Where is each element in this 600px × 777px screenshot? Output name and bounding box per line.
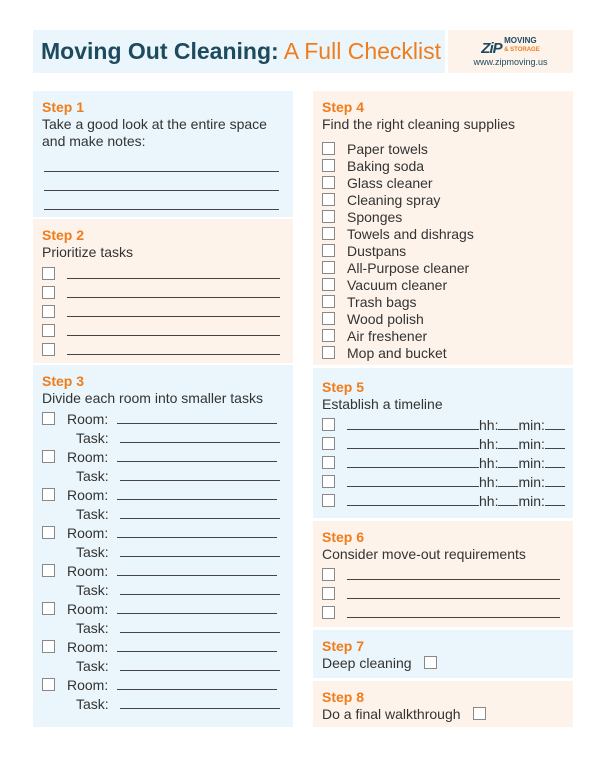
task-row [42,543,284,562]
checkbox[interactable] [42,286,55,299]
write-line[interactable] [67,285,280,298]
step-title: Step 7 [322,638,365,654]
checkbox[interactable] [42,488,55,501]
supply-item [322,328,564,345]
step-title: Step 4 [322,99,365,115]
checkbox[interactable] [322,456,335,469]
supply-item [322,141,564,158]
room-row [42,638,284,657]
task-label: Task: [76,620,109,636]
checkbox[interactable] [42,267,55,280]
step-text: Establish a timeline [322,396,443,412]
checkbox[interactable] [42,412,55,425]
room-label: Room: [67,525,109,541]
write-line[interactable] [117,411,277,424]
checkbox[interactable] [322,329,335,342]
step-7 [313,630,573,678]
write-line[interactable] [347,567,560,580]
checkbox[interactable] [322,587,335,600]
task-row [42,303,284,322]
write-line[interactable] [117,639,277,652]
task-row [42,265,284,284]
timeline-row [322,435,564,454]
room-label: Room: [67,639,109,655]
task-label: Task: [76,506,109,522]
write-line[interactable] [120,544,280,557]
write-line[interactable] [120,582,280,595]
supply-item [322,345,564,362]
min-label: min: [518,493,545,509]
task-row [42,619,284,638]
supply-item [322,226,564,243]
write-line[interactable] [67,266,280,279]
supply-label: Glass cleaner [347,175,433,191]
write-line[interactable] [347,493,479,506]
supply-item [322,277,564,294]
write-line[interactable] [67,342,280,355]
hh-label: hh: [479,436,499,452]
notes-line[interactable] [44,197,279,210]
supply-label: Vacuum cleaner [347,277,448,293]
supply-item [322,311,564,328]
room-label: Room: [67,563,109,579]
logo-moving: MOVING [504,36,537,45]
supply-label: Air freshener [347,328,428,344]
write-line[interactable] [117,601,277,614]
checkbox[interactable] [42,564,55,577]
task-label: Task: [76,582,109,598]
hh-label: hh: [479,474,499,490]
checkbox[interactable] [322,278,335,291]
task-label: Task: [76,696,109,712]
write-line[interactable] [545,417,565,430]
room-row [42,486,284,505]
supply-label: Wood polish [347,311,424,327]
step-title: Step 6 [322,529,365,545]
write-line[interactable] [120,506,280,519]
checkbox[interactable] [322,227,335,240]
task-label: Task: [76,430,109,446]
step-2 [33,219,293,363]
step-text: Do a final walkthrough [322,706,461,722]
timeline-row [322,454,564,473]
supply-label: Cleaning spray [347,192,441,208]
checkbox[interactable] [322,475,335,488]
supply-item [322,209,564,226]
logo-url: www.zipmoving.us [473,57,548,67]
checkbox[interactable] [322,193,335,206]
write-line[interactable] [67,304,280,317]
checkbox[interactable] [322,312,335,325]
supply-label: All-Purpose cleaner [347,260,470,276]
write-line[interactable] [545,474,565,487]
checkbox[interactable] [322,346,335,359]
step-title: Step 5 [322,379,365,395]
write-line[interactable] [347,455,479,468]
supply-label: Paper towels [347,141,428,157]
checkbox[interactable] [322,176,335,189]
step-title: Step 2 [42,227,85,243]
write-line[interactable] [120,430,280,443]
room-label: Room: [67,601,109,617]
step-5 [313,368,573,518]
notes-line[interactable] [44,159,279,172]
supply-item [322,294,564,311]
task-label: Task: [76,468,109,484]
header-title-box [33,30,445,73]
step-text: Consider move-out requirements [322,546,526,562]
task-row [42,467,284,486]
requirement-row [322,604,564,623]
timeline-row [322,492,564,511]
min-label: min: [518,436,545,452]
checkbox[interactable] [42,678,55,691]
hh-label: hh: [479,455,499,471]
supply-item [322,243,564,260]
room-label: Room: [67,487,109,503]
step-text: Take a good look at the entire space and make notes: [42,116,267,149]
step-1 [33,91,293,217]
supply-label: Trash bags [347,294,417,310]
checkbox[interactable] [42,526,55,539]
step-text: Prioritize tasks [42,244,134,260]
step-6 [313,521,573,627]
room-row [42,410,284,429]
checkbox[interactable] [322,142,335,155]
checkbox[interactable] [42,343,55,356]
room-row [42,676,284,695]
supply-label: Towels and dishrags [347,226,474,242]
checkbox[interactable] [42,640,55,653]
write-line[interactable] [498,436,518,449]
write-line[interactable] [545,436,565,449]
step-text: Divide each room into smaller tasks [42,390,263,406]
title-main: Moving Out Cleaning [41,38,271,64]
page-title [33,30,445,73]
checkbox[interactable] [42,450,55,463]
write-line[interactable] [347,436,479,449]
supply-label: Baking soda [347,158,425,174]
requirement-row [322,566,564,585]
supply-label: Sponges [347,209,403,225]
step-title: Step 3 [42,373,85,389]
task-label: Task: [76,544,109,560]
task-row [42,657,284,676]
checkbox[interactable] [42,305,55,318]
write-line[interactable] [498,474,518,487]
write-line[interactable] [120,658,280,671]
checkbox[interactable] [473,707,486,720]
write-line[interactable] [347,474,479,487]
hh-label: hh: [479,493,499,509]
step-text: Deep cleaning [322,655,412,671]
task-row [42,284,284,303]
write-line[interactable] [120,620,280,633]
checkbox[interactable] [322,568,335,581]
checkbox[interactable] [322,295,335,308]
min-label: min: [518,417,545,433]
logo-text: ZiP [481,40,502,57]
step-3 [33,365,293,727]
supply-item [322,158,564,175]
min-label: min: [518,455,545,471]
timeline-row [322,473,564,492]
write-line[interactable] [67,323,280,336]
write-line[interactable] [117,677,277,690]
title-sep: : [271,38,279,64]
write-line[interactable] [347,417,479,430]
write-line[interactable] [117,487,277,500]
supply-item [322,192,564,209]
supply-label: Mop and bucket [347,345,447,361]
task-row [42,429,284,448]
room-row [42,562,284,581]
requirement-row [322,585,564,604]
write-line[interactable] [117,525,277,538]
hh-label: hh: [479,417,499,433]
checkbox[interactable] [42,602,55,615]
room-label: Room: [67,449,109,465]
checkbox[interactable] [322,159,335,172]
write-line[interactable] [117,449,277,462]
checkbox[interactable] [42,324,55,337]
checkbox[interactable] [322,244,335,257]
write-line[interactable] [347,605,560,618]
step-text: Find the right cleaning supplies [322,116,516,132]
write-line[interactable] [498,493,518,506]
notes-line[interactable] [44,178,279,191]
write-line[interactable] [120,696,280,709]
step-title: Step 8 [322,689,365,705]
supply-item [322,260,564,277]
supply-label: Dustpans [347,243,407,259]
checkbox[interactable] [322,494,335,507]
step-title: Step 1 [42,99,85,115]
room-label: Room: [67,677,109,693]
timeline-row [322,416,564,435]
task-label: Task: [76,658,109,674]
write-line[interactable] [545,493,565,506]
step-4 [313,91,573,365]
logo-storage: & STORAGE [504,47,540,53]
write-line[interactable] [347,586,560,599]
checkbox[interactable] [424,656,437,669]
write-line[interactable] [498,417,518,430]
step-8 [313,681,573,727]
min-label: min: [518,474,545,490]
task-row [42,341,284,360]
checkbox[interactable] [322,261,335,274]
task-row [42,322,284,341]
task-row [42,505,284,524]
write-line[interactable] [498,455,518,468]
room-row [42,600,284,619]
checkbox[interactable] [322,606,335,619]
room-row [42,448,284,467]
title-sub: A Full Checklist [278,38,442,64]
room-label: Room: [67,411,109,427]
write-line[interactable] [545,455,565,468]
task-row [42,695,284,714]
write-line[interactable] [120,468,280,481]
logo [448,30,573,73]
room-row [42,524,284,543]
checkbox[interactable] [322,418,335,431]
task-row [42,581,284,600]
write-line[interactable] [117,563,277,576]
supply-item [322,175,564,192]
checkbox[interactable] [322,210,335,223]
checkbox[interactable] [322,437,335,450]
